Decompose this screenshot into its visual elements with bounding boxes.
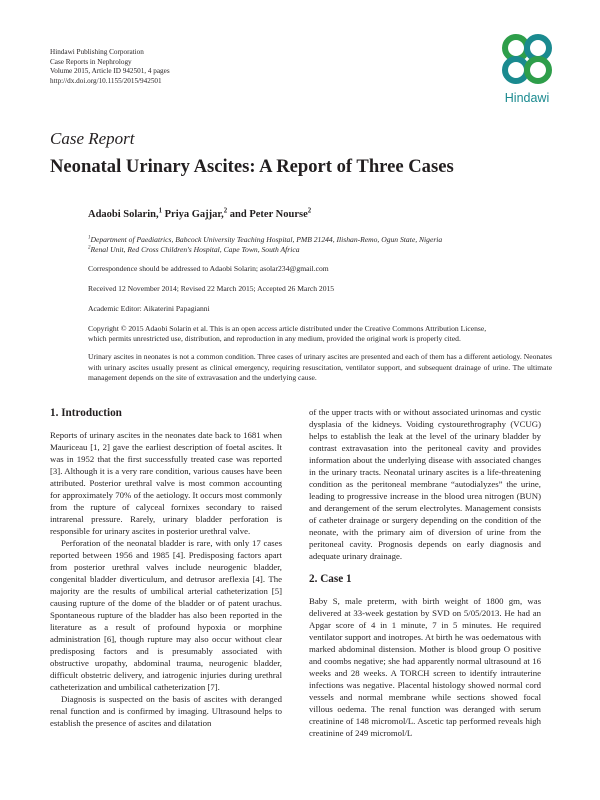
affiliation-line	[88, 245, 442, 255]
affiliation-line	[88, 235, 442, 245]
hindawi-logo	[494, 30, 560, 108]
section-heading-case-1: 2. Case 1	[309, 573, 352, 585]
logo-text: Hindawi	[504, 91, 550, 105]
doi-link[interactable]: http://dx.doi.org/10.1155/2015/942501	[50, 76, 162, 85]
academic-editor: Academic Editor: Aikaterini Papagianni	[88, 304, 210, 313]
author-name: and Peter Nourse	[227, 209, 308, 220]
affiliations	[88, 235, 442, 255]
author-affiliation-mark: 2	[307, 207, 312, 215]
affiliation-text: Department of Paediatrics, Babcock University Teaching Hospital, PMB 21244, Ilishan-Remo, Ogun State, Nigeria	[90, 235, 443, 244]
right-column	[309, 406, 541, 739]
article-dates: Received 12 November 2014; Revised 22 March 2015; Accepted 26 March 2015	[88, 284, 335, 293]
article-title: Neonatal Urinary Ascites: A Report of Three Cases	[50, 156, 454, 177]
author-affiliation-mark: 1	[158, 207, 163, 215]
publication-info	[50, 48, 310, 86]
author-name: Priya Gajjar,	[162, 209, 224, 220]
affiliation-number: 2	[88, 245, 91, 251]
author-list	[88, 209, 311, 220]
affiliation-number: 1	[88, 235, 91, 241]
publisher-name: Hindawi Publishing Corporation	[50, 48, 144, 56]
abstract: Urinary ascites in neonates is not a common condition. Three cases of urinary ascites are presented and each of them has a different aetiology. Neonates with urinary ascites usually present as clinical emergency, requiring resuscitation, ventilator support, and subsequent drainage of urine. The ultimate management depends on the site of extravasation and the underlying cause.	[88, 352, 552, 382]
paragraph: Baby S, male preterm, with birth weight of 1800 gm, was delivered at 33-week gestation by SVD on 5/05/2013. He had an Apgar score of 4 in 1 minute, 7 in 5 minutes. He required ventilator support and inotropes. At birth he was oedematous with marked abdominal distension. Mother is blood group O positive and coombs negative; she had apparently normal ultrasound at 16 weeks and 28 weeks. A TORCH screen to identify intrauterine infections was negative. Placental histology showed normal cord vessels and normal membrane while sections showed focal villous oedema. The renal function was deranged with serum creatinine of 148 micromol/L. Ascetic tap performed reveals high creatinine of 249 micromol/L	[309, 596, 541, 738]
paragraph: Reports of urinary ascites in the neonates date back to 1681 when Mauriceau [1, 2] gave the earliest description of foetal ascites. It was in 1952 that the first successfully treated case was reported [3]. Although it is a very rare condition, various causes have been attributed. Posterior urethral valve is most common accounting for approximately 70% of the aetiology. It occurs most commonly from the rupture of calyceal fornixes secondary to raised intrarenal pressure. Rarely, urinary bladder perforation is responsible for urinary ascites in posterior urethral valve.	[50, 430, 282, 536]
article-type: Case Report	[50, 129, 135, 148]
journal-name: Case Reports in Nephrology	[50, 57, 132, 66]
section-heading-introduction: 1. Introduction	[50, 407, 122, 419]
copyright-line: which permits unrestricted use, distribution, and reproduction in any medium, provided the original work is properly cited.	[88, 334, 461, 343]
paragraph: Perforation of the neonatal bladder is rare, with only 17 cases reported between 1956 and 1985 [4]. Predisposing factors apart from posterior urethral valves include neurogenic bladder, congenital bladder diverticulum, and detrusor areflexia [4]. The majority are the results of umbilical arterial catheterization [5] causing rupture of the dome of the bladder or of patent urachus. Spontaneous rupture of the bladder has also been reported in the literature as a result of profound hypoxia or morphine administration [6], though rupture may also occur without clear predisposing factors and is presumably associated with obstructive uropathy, abdominal trauma, neurogenic bladder, difficult obstetric delivery, and iatrogenic injuries during urethral catheterization and umbilical catheterization [7].	[50, 538, 282, 692]
copyright-line: Copyright © 2015 Adaobi Solarin et al. This is an open access article distributed under the Creative Commons Attribution License,	[88, 324, 487, 333]
author-name: Adaobi Solarin,	[88, 209, 159, 220]
volume-info: Volume 2015, Article ID 942501, 4 pages	[50, 67, 170, 76]
affiliation-text: Renal Unit, Red Cross Children's Hospital, Cape Town, South Africa	[90, 245, 300, 254]
author-affiliation-mark: 2	[223, 207, 228, 215]
correspondence: Correspondence should be addressed to Adaobi Solarin; asolar234@gmail.com	[88, 264, 329, 273]
copyright-notice	[88, 324, 486, 344]
paragraph: of the upper tracts with or without associated urinomas and cystic dysplasia of the kidneys. Voiding cystourethrography (VCUG) helps to establish the leak at the level of the urinary bladder by contrast extravasation into the peritoneal cavity and provides information about the underlying disease with associated changes in the urinary tracts. Neonatal urinary ascites is a life-threatening condition as the peritoneal membrane “autodialyzes” the urine, leading to progressive increase in the blood urea nitrogen (BUN) and derangement of the serum electrolytes. Management consists of catheter drainage or surgery depending on the condition of the neonate, with the primary aim of diversion of urine from the peritoneal cavity. Prognosis depends on early diagnosis and adequate urinary drainage.	[309, 407, 541, 561]
left-column	[50, 407, 282, 729]
paragraph: Diagnosis is suspected on the basis of ascites with deranged renal function and is confirmed by imaging. Ultrasound helps to establish the presence of ascites and dilatation	[50, 694, 282, 728]
